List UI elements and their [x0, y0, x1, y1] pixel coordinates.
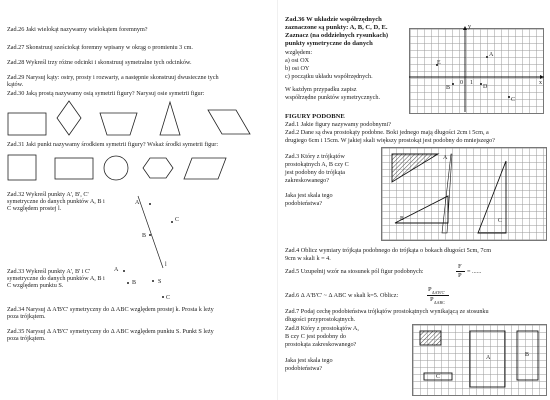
- point-c-label: C: [511, 97, 516, 103]
- rectangle-b-label: B: [525, 352, 530, 358]
- point-a-label: A: [489, 52, 494, 58]
- similar-task-3-line5: Jaka jest skala tego: [285, 192, 333, 199]
- point-d-label: D: [483, 84, 488, 90]
- similar-task-7-line1: Zad.7 Podaj cechę podobieństwa trójkątów prostokątnych wynikającą ze stosunku: [285, 308, 489, 315]
- point-b-label: B: [132, 280, 137, 286]
- hatched-rectangle: [420, 331, 441, 345]
- unit-label: 1: [470, 80, 473, 86]
- similar-task-4-line2: 9cm w skali k = 4.: [285, 255, 331, 262]
- point-c-label: C: [175, 217, 180, 223]
- rectangle-a-label: A: [486, 355, 491, 361]
- task-36-line4: punkty symetryczne do danych: [285, 40, 373, 47]
- section-title: FIGURY PODOBNE: [285, 113, 345, 120]
- task-36-option-c: c) początku układu współrzędnych.: [285, 73, 373, 80]
- task-26: Zad.26 Jaki wielokąt nazywamy wielokątem foremnym?: [7, 26, 148, 33]
- ratio-numerator-subscript: ΔA'B'C': [432, 290, 445, 295]
- task-27: Zad.27 Skonstruuj sześciokąt foremny wpisany w okrąg o promieniu 3 cm.: [7, 44, 193, 51]
- task-36-line2: zaznaczone są punkty: A, B, C, D, E.: [285, 24, 388, 31]
- similar-task-8-line2: B czy C jest podobny do: [285, 333, 347, 340]
- task-34-line2: poza trójkątem.: [7, 313, 46, 320]
- task-35-line2: poza trójkątem.: [7, 335, 46, 342]
- similar-task-3-line3: jest podobny do trójkąta: [285, 169, 345, 176]
- fraction-numerator: F: [458, 263, 462, 270]
- task-32-line3: C względem prostej l.: [7, 205, 62, 212]
- line-l-label: l: [165, 262, 167, 268]
- task-32-line1: Zad.32 Wykreśl punkty A', B', C': [7, 191, 89, 198]
- similar-task-8-line5: podobieństwa?: [285, 365, 323, 372]
- similar-task-8-line4: Jaka jest skala tego: [285, 357, 333, 364]
- task-36-line5: względem:: [285, 49, 313, 56]
- task-33-line3: C względem punktu S.: [7, 282, 64, 289]
- similar-task-3-line1: Zad.3 Który z trójkątów: [285, 153, 345, 160]
- task-28: Zad.28 Wykreśl trzy różne odcinki i skonstruuj symetralne tych odcinków.: [7, 59, 192, 66]
- fraction-equals: = ......: [467, 268, 482, 275]
- point-s-label: S: [158, 279, 162, 285]
- triangle-a-label: A: [443, 155, 448, 161]
- similar-task-8-line1: Zad.8 Który z prostokątów A,: [285, 325, 359, 332]
- point-a-label: A: [114, 267, 119, 273]
- task-34-line1: Zad.34 Narysuj Δ A'B'C' symetryczny do Δ ABC względem prostej k. Prosta k leży: [7, 306, 214, 313]
- point-a-label: A: [135, 200, 140, 206]
- task-36-note-line2: współrzędne punktów symetrycznych.: [285, 94, 381, 101]
- task-29-line2: kątów.: [7, 81, 24, 88]
- similar-task-3-line2: prostokątnych A, B czy C: [285, 161, 349, 168]
- x-axis-label: x: [539, 80, 542, 86]
- ratio-denominator: P: [430, 296, 434, 303]
- task-31: Zad.31 Jaki punkt nazywamy środkiem symetrii figury? Wskaż środki symetrii figur:: [7, 141, 219, 148]
- similar-task-1: Zad.1 Jakie figury nazywamy podobnymi?: [285, 121, 392, 128]
- similar-task-2-line2: drugiego 6cm i 15cm. W jakiej skali większy prostokąt jest podobny do mniejszego?: [285, 137, 495, 144]
- triangle-b-label: B: [400, 216, 405, 222]
- task-29-line1: Zad.29 Narysuj kąty: ostry, prosty i rozwarty, a następnie skonstruuj dwusieczne tych: [7, 74, 219, 81]
- similar-task-4-line1: Zad.4 Oblicz wymiary trójkąta podobnego do trójkąta o bokach długości 5cm, 7cm: [285, 247, 492, 254]
- fraction-denominator: P: [458, 272, 462, 279]
- task-35-line1: Zad.35 Narysuj Δ A'B'C' symetryczny do Δ ABC względem punktu S. Punkt S leży: [7, 328, 214, 335]
- origin-label: 0: [460, 80, 463, 86]
- task-36-line3: Zaznacz (na oddzielnych rysunkach): [285, 32, 389, 39]
- triangle-c-label: C: [498, 218, 503, 224]
- similar-task-3-line6: podobieństwa?: [285, 200, 323, 207]
- similar-task-5: Zad.5 Uzupełnij wzór na stosunek pól figur podobnych:: [285, 268, 424, 275]
- task-30: Zad.30 Jaką prostą nazywamy osią symetrii figury? Narysuj osie symetrii figur:: [7, 90, 205, 97]
- task-33-line2: symetryczne do danych punktów A, B i: [7, 275, 105, 282]
- task-32-line2: symetryczne do danych punktów A, B i: [7, 198, 105, 205]
- ratio-denominator-subscript: ΔABC: [434, 300, 445, 305]
- rectangle-c-label: C: [436, 374, 441, 380]
- ratio-numerator: P: [428, 286, 432, 293]
- similar-task-3-line4: zakreskowanego?: [285, 177, 329, 184]
- similar-task-6: Zad.6 Δ A'B'C' ~ Δ ABC w skali k=5. Oblicz:: [285, 292, 399, 299]
- similar-task-2-line1: Zad.2 Dane są dwa prostokąty podobne. Boki jednego mają długości 2cm i 5cm, a: [285, 129, 489, 136]
- task-36-option-b: b) osi OY: [285, 65, 310, 72]
- point-e-label: E: [437, 60, 441, 66]
- point-b-label: B: [446, 85, 451, 91]
- point-b-label: B: [142, 233, 147, 239]
- task-33-line1: Zad.33 Wykreśl punkty A', B' i C': [7, 268, 91, 275]
- similar-task-8-line3: prostokąta zakreskowanego?: [285, 341, 357, 348]
- task-36-line1: Zad.36 W układzie współrzędnych: [285, 16, 382, 23]
- similar-task-7-line2: długości przyprostokątnych.: [285, 316, 356, 323]
- point-c-label: C: [166, 295, 171, 301]
- task-36-note-line1: W każdym przypadku zapisz: [285, 86, 357, 93]
- y-axis-label: y: [468, 24, 471, 30]
- task-36-option-a: a) osi OX: [285, 57, 310, 64]
